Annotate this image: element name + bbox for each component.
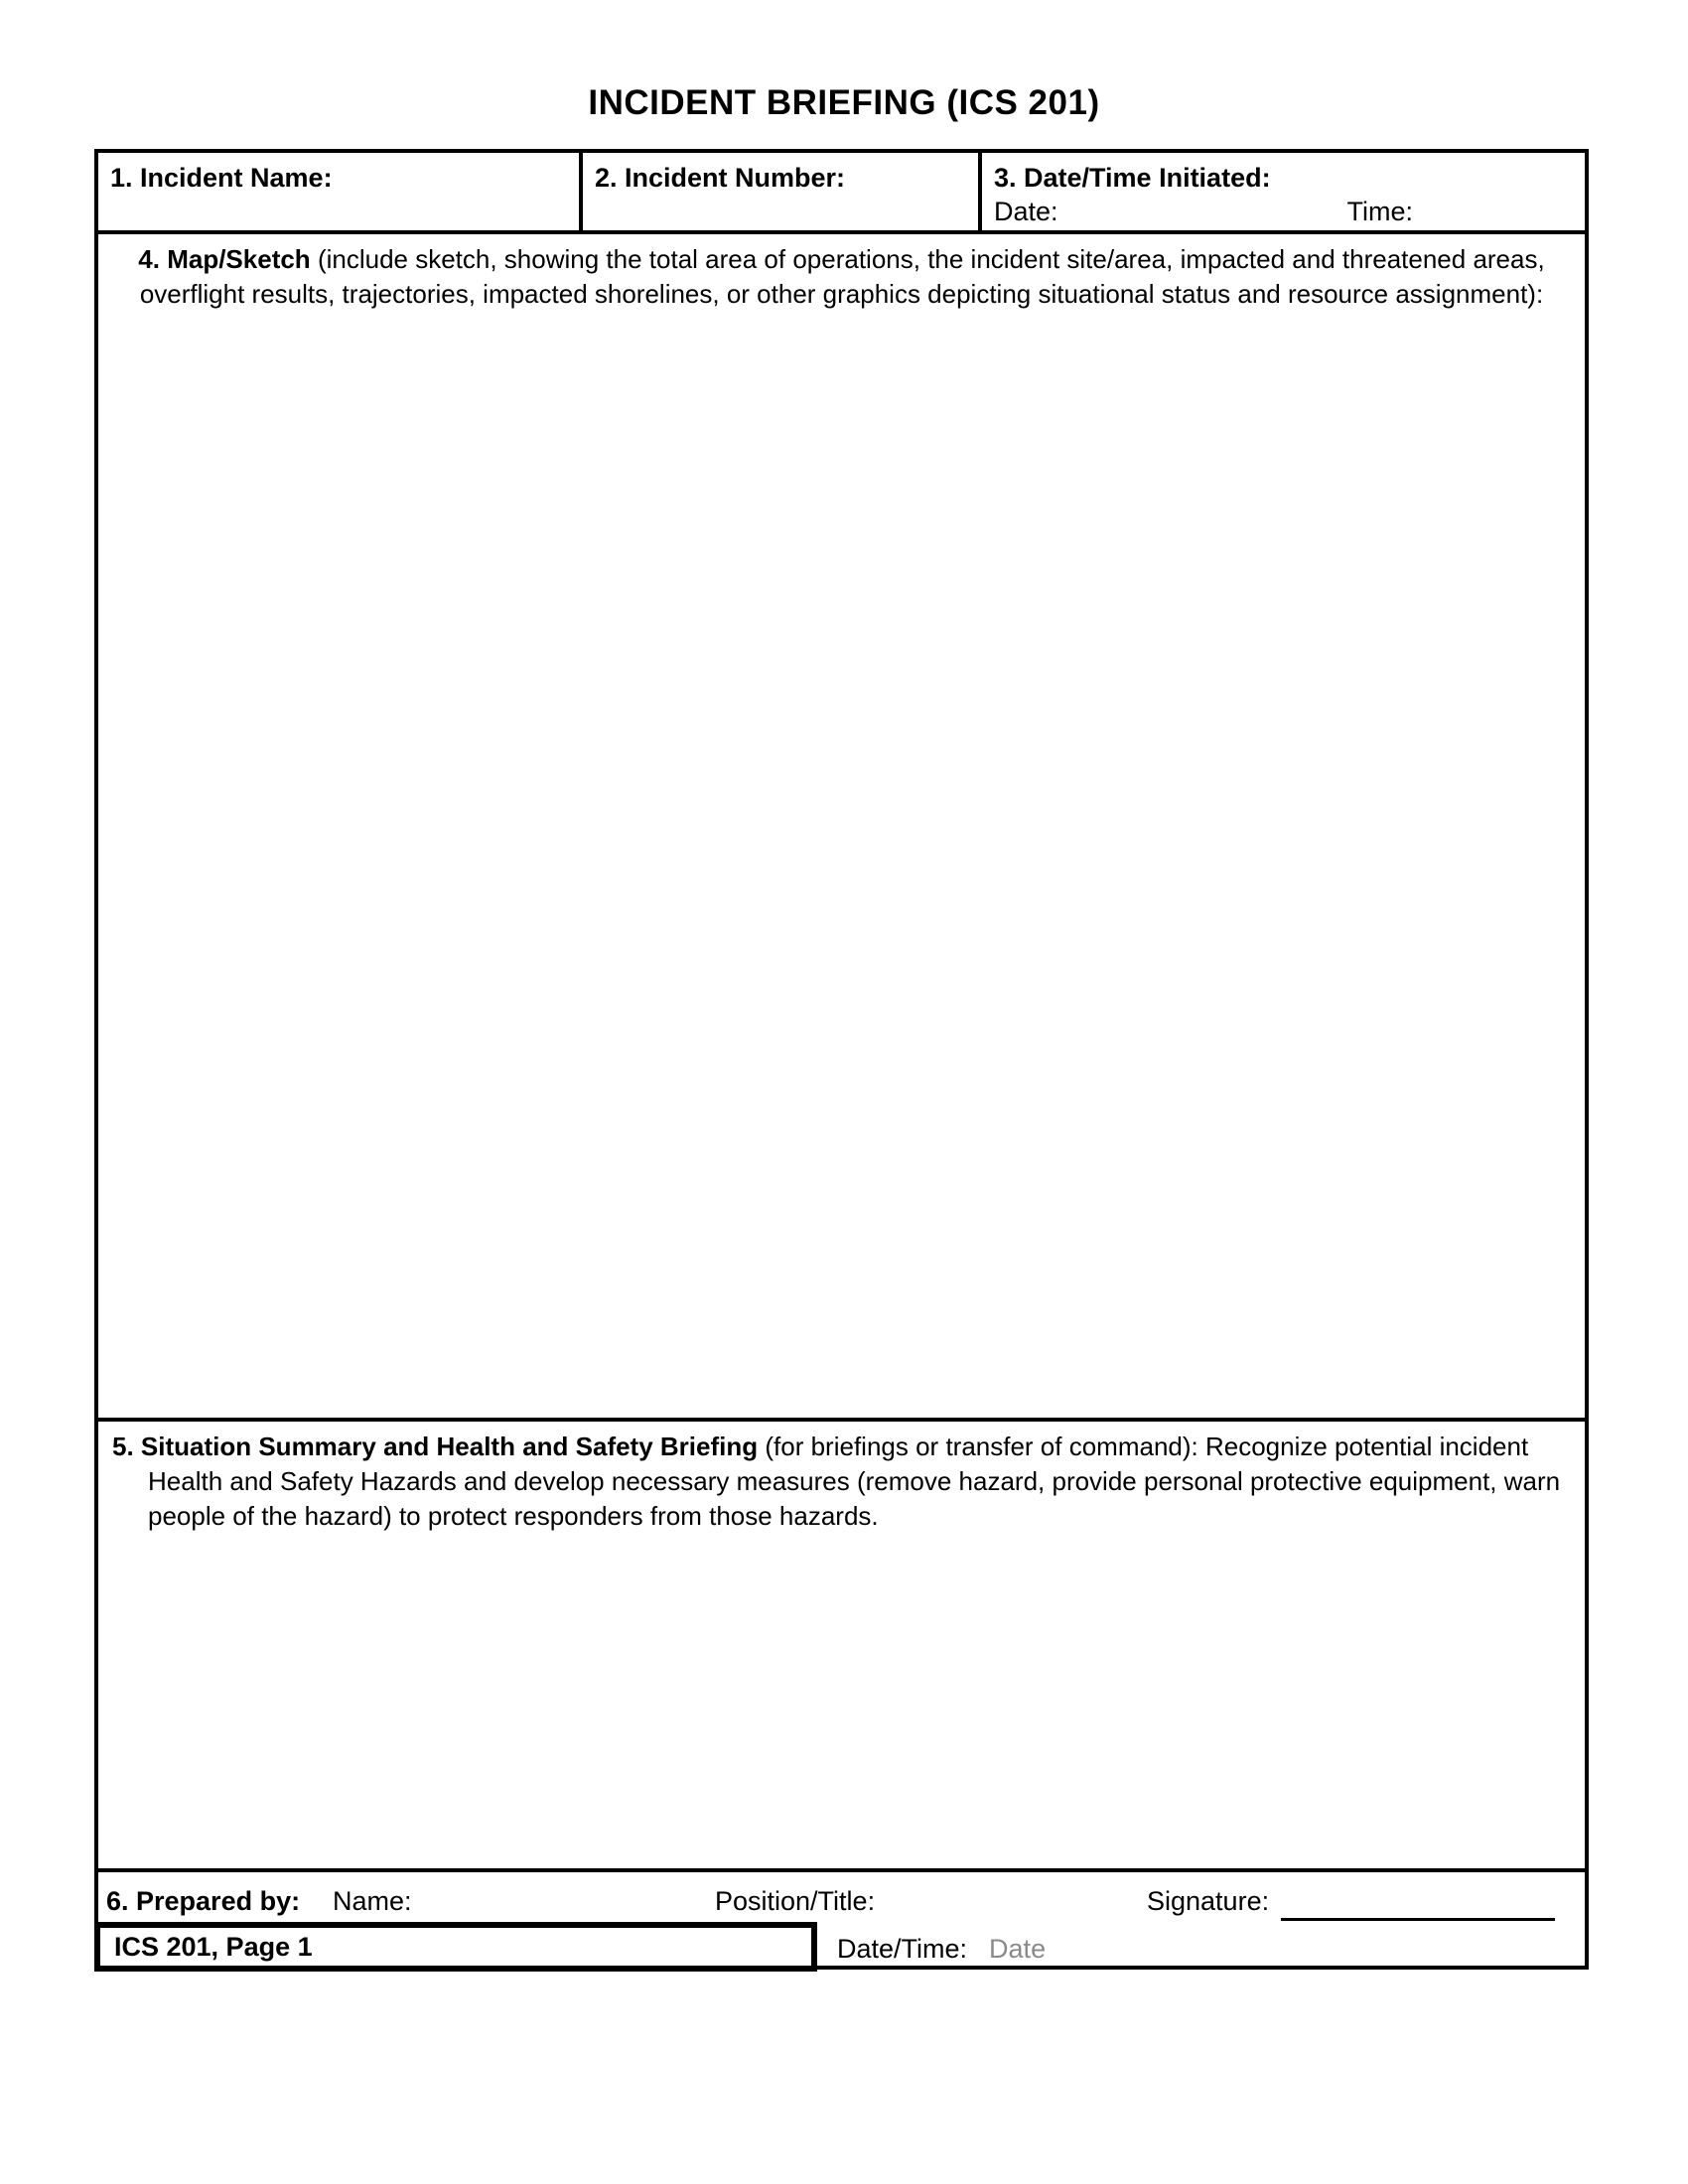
situation-summary-section [94,1418,1589,1872]
prepared-by-label: 6. Prepared by: [106,1886,301,1916]
form-id-label: ICS 201, Page 1 [114,1932,313,1962]
incident-number-field[interactable] [595,195,966,222]
map-sketch-instructions [98,234,1585,316]
situation-summary-entry-area[interactable] [98,1538,1585,1868]
time-label: Time: [1346,197,1414,226]
situation-summary-description: (for briefings or transfer of command): Recognize potential incident Health and Safety Hazards and develop necessary measures (remove hazard, provide personal protective equipment, warn people of the hazard) to protect responders from those hazards. [148,1432,1561,1531]
form-title: INCIDENT BRIEFING (ICS 201) [588,83,1100,122]
footer-datetime-label: Date/Time: [837,1934,968,1964]
incident-name-label: 1. Incident Name: [110,163,333,193]
prepared-by-position-label: Position/Title: [715,1886,876,1916]
incident-number-cell [583,153,982,230]
date-label: Date: [994,197,1058,226]
footer-datetime-row [837,1930,1108,1968]
prepared-by-name-label: Name: [333,1886,412,1916]
incident-name-field[interactable] [110,195,567,222]
situation-summary-label: 5. Situation Summary and Health and Safety Briefing [112,1432,759,1461]
signature-line[interactable] [1281,1917,1555,1921]
map-sketch-section [94,230,1589,1422]
map-sketch-label: 4. Map/Sketch [138,244,311,274]
map-sketch-description: (include sketch, showing the total area of operations, the incident site/area, impacted and threatened areas, overflight results, trajectories, impacted shorelines, or other graphics depicting situational status and resource assignment): [139,244,1545,309]
incident-name-cell [98,153,583,230]
time-initiated-field[interactable] [1413,195,1573,228]
prepared-by-name-field[interactable] [426,1882,694,1920]
prepared-by-row [98,1882,1585,1922]
footer-datetime-field[interactable]: Date [989,1934,1047,1964]
prepared-by-position-field[interactable] [883,1882,1121,1920]
date-initiated-field[interactable] [1058,195,1218,228]
incident-number-label: 2. Incident Number: [595,163,846,193]
date-time-initiated-label: 3. Date/Time Initiated: [994,163,1271,193]
situation-summary-instructions [98,1422,1585,1538]
map-sketch-drawing-area[interactable] [98,316,1585,1418]
date-time-initiated-cell [982,153,1585,230]
date-time-subline [994,195,1573,228]
header-row [94,149,1589,234]
prepared-by-signature-label: Signature: [1147,1886,1270,1916]
form-id-box [94,1922,817,1972]
